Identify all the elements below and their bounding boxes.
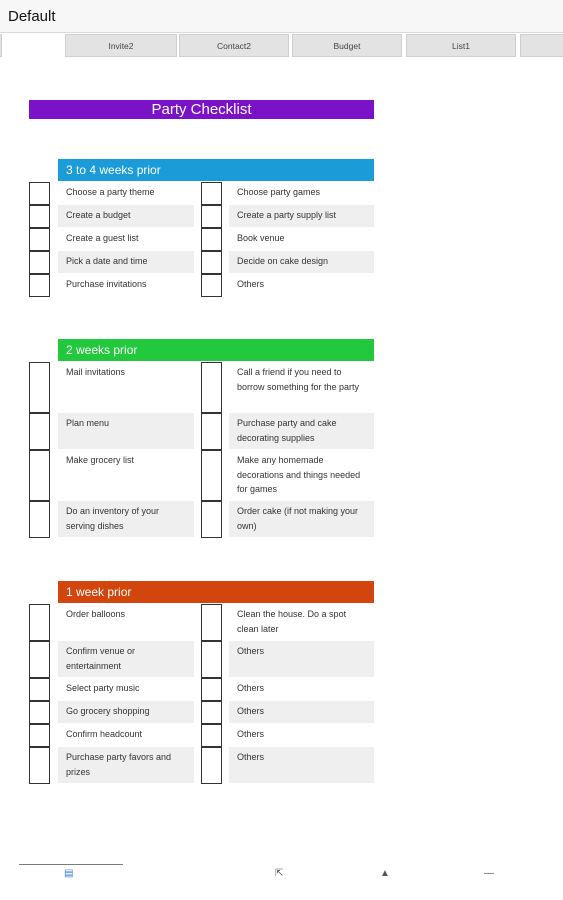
task-cell[interactable]: Confirm venue or entertainment (58, 641, 194, 677)
task-cell[interactable]: Make any homemade decorations and things needed for games (237, 455, 361, 494)
tab-0[interactable] (0, 34, 2, 57)
checkbox[interactable] (29, 362, 50, 413)
section-header: 1 week prior (58, 581, 374, 603)
task-cell[interactable]: Others (229, 641, 374, 677)
checkbox[interactable] (29, 182, 50, 205)
checkbox[interactable] (201, 604, 222, 641)
task-cell[interactable]: Make grocery list (66, 455, 135, 465)
more-icon[interactable]: — (484, 868, 494, 879)
sheets-tab-icon[interactable]: ▤ (64, 868, 74, 879)
checkbox[interactable] (201, 701, 222, 724)
task-cell[interactable]: Choose party games (237, 187, 321, 197)
checkbox[interactable] (201, 724, 222, 747)
checkbox[interactable] (201, 501, 222, 538)
checkbox[interactable] (201, 747, 222, 784)
checkbox[interactable] (29, 641, 50, 678)
checkbox[interactable] (29, 701, 50, 724)
task-cell[interactable]: Others (237, 729, 265, 739)
task-cell[interactable]: Create a budget (58, 205, 194, 227)
tab-4[interactable]: List1 (406, 34, 516, 57)
task-cell[interactable]: Order balloons (66, 609, 126, 619)
task-cell[interactable]: Others (237, 683, 265, 693)
task-cell[interactable]: Choose a party theme (66, 187, 155, 197)
tab-5[interactable] (520, 34, 563, 57)
task-cell[interactable]: Order cake (if not making your own) (229, 501, 374, 537)
checkbox[interactable] (201, 641, 222, 678)
task-cell[interactable]: Purchase party favors and prizes (58, 747, 194, 783)
checkbox[interactable] (201, 182, 222, 205)
active-indicator (19, 864, 123, 865)
section-header: 3 to 4 weeks prior (58, 159, 374, 181)
checkbox[interactable] (29, 205, 50, 228)
checkbox[interactable] (29, 413, 50, 450)
checkbox[interactable] (201, 205, 222, 228)
task-cell[interactable]: Do an inventory of your serving dishes (58, 501, 194, 537)
checkbox[interactable] (201, 228, 222, 251)
task-cell[interactable]: Create a guest list (66, 233, 139, 243)
sheet-tabs (0, 34, 563, 58)
checkbox[interactable] (201, 413, 222, 450)
tab-1[interactable]: Invite2 (65, 34, 177, 57)
task-cell[interactable]: Others (237, 279, 265, 289)
task-cell[interactable]: Mail invitations (66, 367, 126, 377)
top-bar (0, 0, 563, 33)
task-cell[interactable]: Confirm headcount (66, 729, 143, 739)
task-cell[interactable]: Pick a date and time (58, 251, 194, 273)
checkbox[interactable] (201, 274, 222, 297)
checkbox[interactable] (29, 450, 50, 501)
checkbox[interactable] (29, 604, 50, 641)
task-cell[interactable]: Call a friend if you need to borrow something for the party (237, 367, 360, 392)
bottom-bar (0, 858, 563, 900)
tab-3[interactable]: Budget (292, 34, 402, 57)
task-cell[interactable]: Purchase invitations (66, 279, 147, 289)
task-cell[interactable]: Select party music (66, 683, 140, 693)
task-cell[interactable]: Book venue (237, 233, 285, 243)
checkbox[interactable] (201, 251, 222, 274)
profile-icon[interactable]: ▲ (380, 868, 390, 879)
checkbox[interactable] (29, 501, 50, 538)
task-cell[interactable]: Others (229, 701, 374, 723)
share-icon[interactable]: ⇱ (275, 868, 284, 879)
task-cell[interactable]: Decide on cake design (229, 251, 374, 273)
task-cell[interactable]: Plan menu (58, 413, 194, 449)
sheet-title: Party Checklist (29, 100, 374, 119)
checkbox[interactable] (201, 678, 222, 701)
task-cell[interactable]: Others (229, 747, 374, 783)
checkbox[interactable] (29, 747, 50, 784)
task-cell[interactable]: Create a party supply list (229, 205, 374, 227)
window-title: Default (8, 8, 56, 25)
section-header: 2 weeks prior (58, 339, 374, 361)
checkbox[interactable] (201, 450, 222, 501)
tab-2[interactable]: Contact2 (179, 34, 289, 57)
task-cell[interactable]: Clean the house. Do a spot clean later (237, 609, 347, 634)
task-cell[interactable]: Go grocery shopping (58, 701, 194, 723)
checkbox[interactable] (29, 228, 50, 251)
checkbox[interactable] (29, 678, 50, 701)
checkbox[interactable] (201, 362, 222, 413)
checkbox[interactable] (29, 274, 50, 297)
checkbox[interactable] (29, 724, 50, 747)
task-cell[interactable]: Purchase party and cake decorating supplies (229, 413, 374, 449)
checkbox[interactable] (29, 251, 50, 274)
